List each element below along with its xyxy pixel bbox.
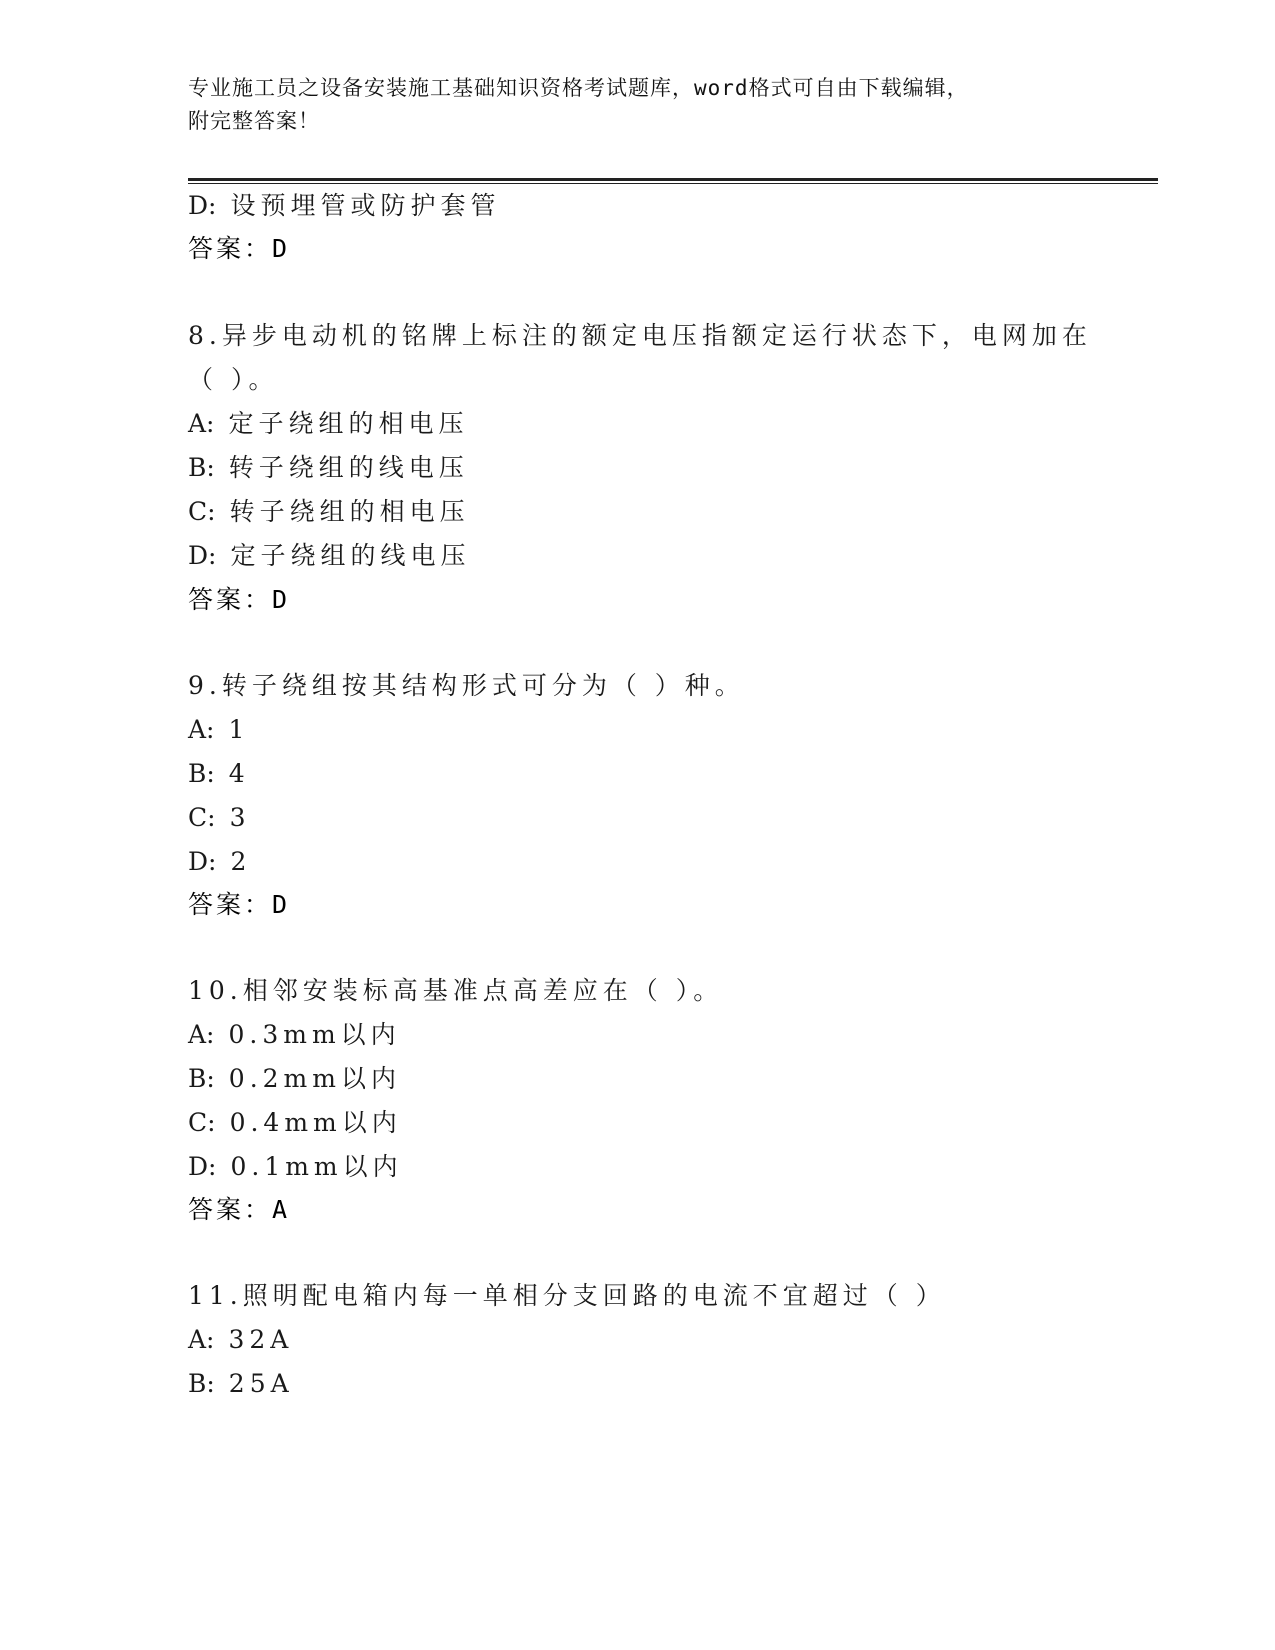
option-label: C: [188,1108,216,1137]
option-text: 定子绕组的相电压 [228,409,469,438]
q10-option-b [188,1063,401,1095]
header-divider-thick [188,178,1158,181]
prev-question-option-d [188,190,500,222]
q11-option-b [188,1368,294,1400]
q9-option-d [188,846,251,878]
header-line-2: 附完整答案！ [188,109,320,133]
q9-stem: 9.转子绕组按其结构形式可分为（ ）种。 [188,671,745,700]
option-text: 4 [228,759,250,788]
option-label: B: [188,1064,215,1093]
q8-stem-line-1: 8.异步电动机的铭牌上标注的额定电压指额定运行状态下，电网加在 [188,321,1092,350]
option-text: 定子绕组的线电压 [230,541,471,570]
q8-answer: 答案：D [188,585,291,614]
option-text: 0.2mm以内 [228,1064,401,1093]
q8-option-d [188,540,470,572]
option-label: A: [188,1020,215,1049]
q11-option-a [188,1324,293,1356]
option-text: 25A [228,1369,294,1398]
header-divider-thin [188,183,1158,184]
option-text: 32A [228,1325,294,1354]
option-text: 0.3mm以内 [228,1020,401,1049]
option-text: 设预埋管或防护套管 [230,191,501,220]
q8-stem-line-2: （ ）。 [188,365,279,394]
q8-option-c [188,496,470,528]
option-label: B: [188,453,215,482]
option-label: D: [188,847,217,876]
q9-option-b [188,758,250,790]
option-text: 1 [228,715,250,744]
q9-answer: 答案：D [188,890,291,919]
option-text: 2 [230,847,252,876]
q8-option-b [188,452,469,484]
option-label: C: [188,803,216,832]
option-text: 0.1mm以内 [230,1152,403,1181]
q11-stem: 11.照明配电箱内每一单相分支回路的电流不宜超过（ ） [188,1281,946,1310]
q9-option-a [188,714,249,746]
prev-question-answer: 答案：D [188,234,291,263]
q10-stem: 10.相邻安装标高基准点高差应在（ ）。 [188,976,724,1005]
option-text: 转子绕组的线电压 [228,453,469,482]
option-label: A: [188,1325,215,1354]
q10-answer: 答案：A [188,1195,291,1224]
option-label: B: [188,1369,215,1398]
option-text: 转子绕组的相电压 [229,497,470,526]
q10-option-a [188,1019,401,1051]
header-line-1: 专业施工员之设备安装施工基础知识资格考试题库，word格式可自由下载编辑， [188,76,969,100]
option-label: D: [188,191,217,220]
option-label: D: [188,541,217,570]
q8-option-a [188,408,469,440]
option-label: A: [188,715,215,744]
option-label: D: [188,1152,217,1181]
option-label: A: [188,409,215,438]
option-text: 3 [229,803,251,832]
q10-option-d [188,1151,403,1183]
document-header [188,72,1068,138]
option-text: 0.4mm以内 [229,1108,402,1137]
q9-option-c [188,802,250,834]
q10-option-c [188,1107,402,1139]
option-label: C: [188,497,216,526]
option-label: B: [188,759,215,788]
